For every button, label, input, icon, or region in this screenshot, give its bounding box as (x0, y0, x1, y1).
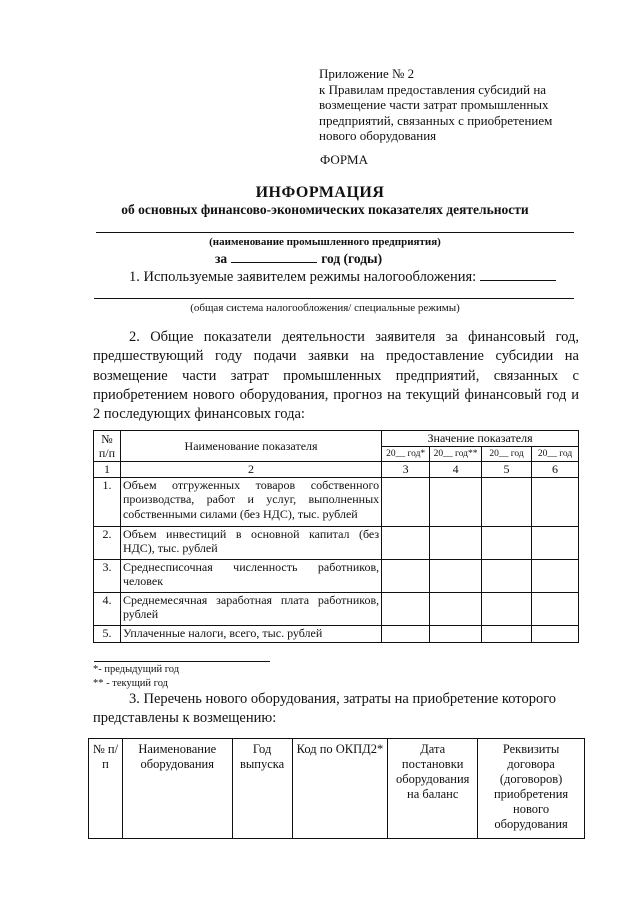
row-name: Среднемесячная заработная плата работников, рублей (120, 592, 381, 625)
row-num: 4. (94, 592, 121, 625)
header-num: № п/п (94, 431, 121, 462)
table-row (94, 477, 579, 526)
value-cell[interactable] (482, 559, 532, 592)
row-num: 2. (94, 526, 121, 559)
row-num: 5. (94, 625, 121, 642)
row-num: 1. (94, 477, 121, 526)
value-cell[interactable] (532, 592, 579, 625)
header-indicator-name: Наименование показателя (120, 431, 381, 462)
value-cell[interactable] (482, 625, 532, 642)
col-number: 4 (430, 462, 482, 478)
table-row (94, 559, 579, 592)
tax-regime-blank (480, 268, 556, 281)
tax-caption: (общая система налогообложения/ специальные режимы) (190, 302, 460, 314)
footnote-previous-year: *- предыдущий год (93, 664, 180, 675)
appendix-line: возмещение части затрат промышленных (319, 97, 549, 112)
value-cell[interactable] (430, 625, 482, 642)
appendix-line: предприятий, связанных с приобретением (319, 112, 553, 128)
header-value: Значение показателя (382, 431, 579, 447)
header-year: 20__ год* (382, 446, 430, 462)
value-cell[interactable] (532, 526, 579, 559)
period-row (215, 250, 382, 267)
enterprise-name-line (96, 232, 574, 233)
appendix-block (319, 66, 569, 144)
section-1 (129, 268, 556, 286)
row-name: Среднесписочная численность работников, человек (120, 559, 381, 592)
row-name: Объем инвестиций в основной капитал (без НДС), тыс. рублей (120, 526, 381, 559)
equipment-table (88, 738, 585, 839)
indicators-table (93, 430, 579, 643)
header-balance-date: Дата постановки оборудования на баланс (388, 739, 478, 839)
value-cell[interactable] (430, 477, 482, 526)
header-num: № п/п (89, 739, 123, 839)
appendix-line: к Правилам предоставления субсидий на (319, 81, 547, 97)
col-number: 1 (94, 462, 121, 478)
document-subtitle: об основных финансово-экономических показателях деятельности (121, 202, 529, 217)
section-1-text: 1. Используемые заявителем режимы налогообложения: (129, 269, 477, 285)
section-3: 3. Перечень нового оборудования, затраты на приобретение которого представлены к возмещению: (93, 691, 557, 727)
value-cell[interactable] (382, 477, 430, 526)
row-name: Уплаченные налоги, всего, тыс. рублей (120, 625, 381, 642)
header-year: 20__ год** (430, 446, 482, 462)
footnote-separator (94, 661, 270, 662)
document-title: ИНФОРМАЦИЯ (255, 184, 385, 201)
period-prefix: за (215, 251, 228, 266)
table-row (94, 625, 579, 642)
row-name: Объем отгруженных товаров собственного производства, работ и услуг, выполненных собственными силами (без НДС), тыс. рублей (120, 477, 381, 526)
value-cell[interactable] (482, 526, 532, 559)
period-blank (231, 250, 317, 263)
value-cell[interactable] (430, 526, 482, 559)
value-cell[interactable] (532, 559, 579, 592)
header-okpd2-code: Код по ОКПД2* (292, 739, 388, 839)
form-label: ФОРМА (320, 152, 368, 167)
tax-regime-line (94, 298, 574, 299)
table-row (94, 592, 579, 625)
col-number: 3 (382, 462, 430, 478)
footnote-current-year: ** - текущий год (93, 678, 168, 689)
appendix-line: нового оборудования (319, 128, 437, 143)
value-cell[interactable] (532, 477, 579, 526)
section-2: 2. Общие показатели деятельности заявителя за финансовый год, предшествующий году подачи заявки на предоставление субсидии на возмещение части затрат промышленных предприятий, связанных с приобретением нового оборудования, прогноз на текущий финансовый год и 2 последующих финансовых года: (93, 329, 579, 423)
value-cell[interactable] (382, 592, 430, 625)
col-number: 5 (482, 462, 532, 478)
value-cell[interactable] (430, 559, 482, 592)
period-suffix: год (годы) (321, 251, 383, 266)
header-equipment-name: Наименование оборудования (122, 739, 232, 839)
value-cell[interactable] (382, 526, 430, 559)
appendix-line: Приложение № 2 (319, 66, 415, 81)
header-contract-details: Реквизиты договора (договоров) приобретения нового оборудования (478, 739, 585, 839)
header-year: 20__ год (532, 446, 579, 462)
value-cell[interactable] (482, 477, 532, 526)
enterprise-caption: (наименование промышленного предприятия) (209, 236, 441, 248)
value-cell[interactable] (382, 625, 430, 642)
col-number: 2 (120, 462, 381, 478)
header-year: 20__ год (482, 446, 532, 462)
table-row (94, 526, 579, 559)
col-number: 6 (532, 462, 579, 478)
value-cell[interactable] (482, 592, 532, 625)
row-num: 3. (94, 559, 121, 592)
header-year-of-manufacture: Год выпуска (232, 739, 292, 839)
value-cell[interactable] (532, 625, 579, 642)
value-cell[interactable] (382, 559, 430, 592)
value-cell[interactable] (430, 592, 482, 625)
